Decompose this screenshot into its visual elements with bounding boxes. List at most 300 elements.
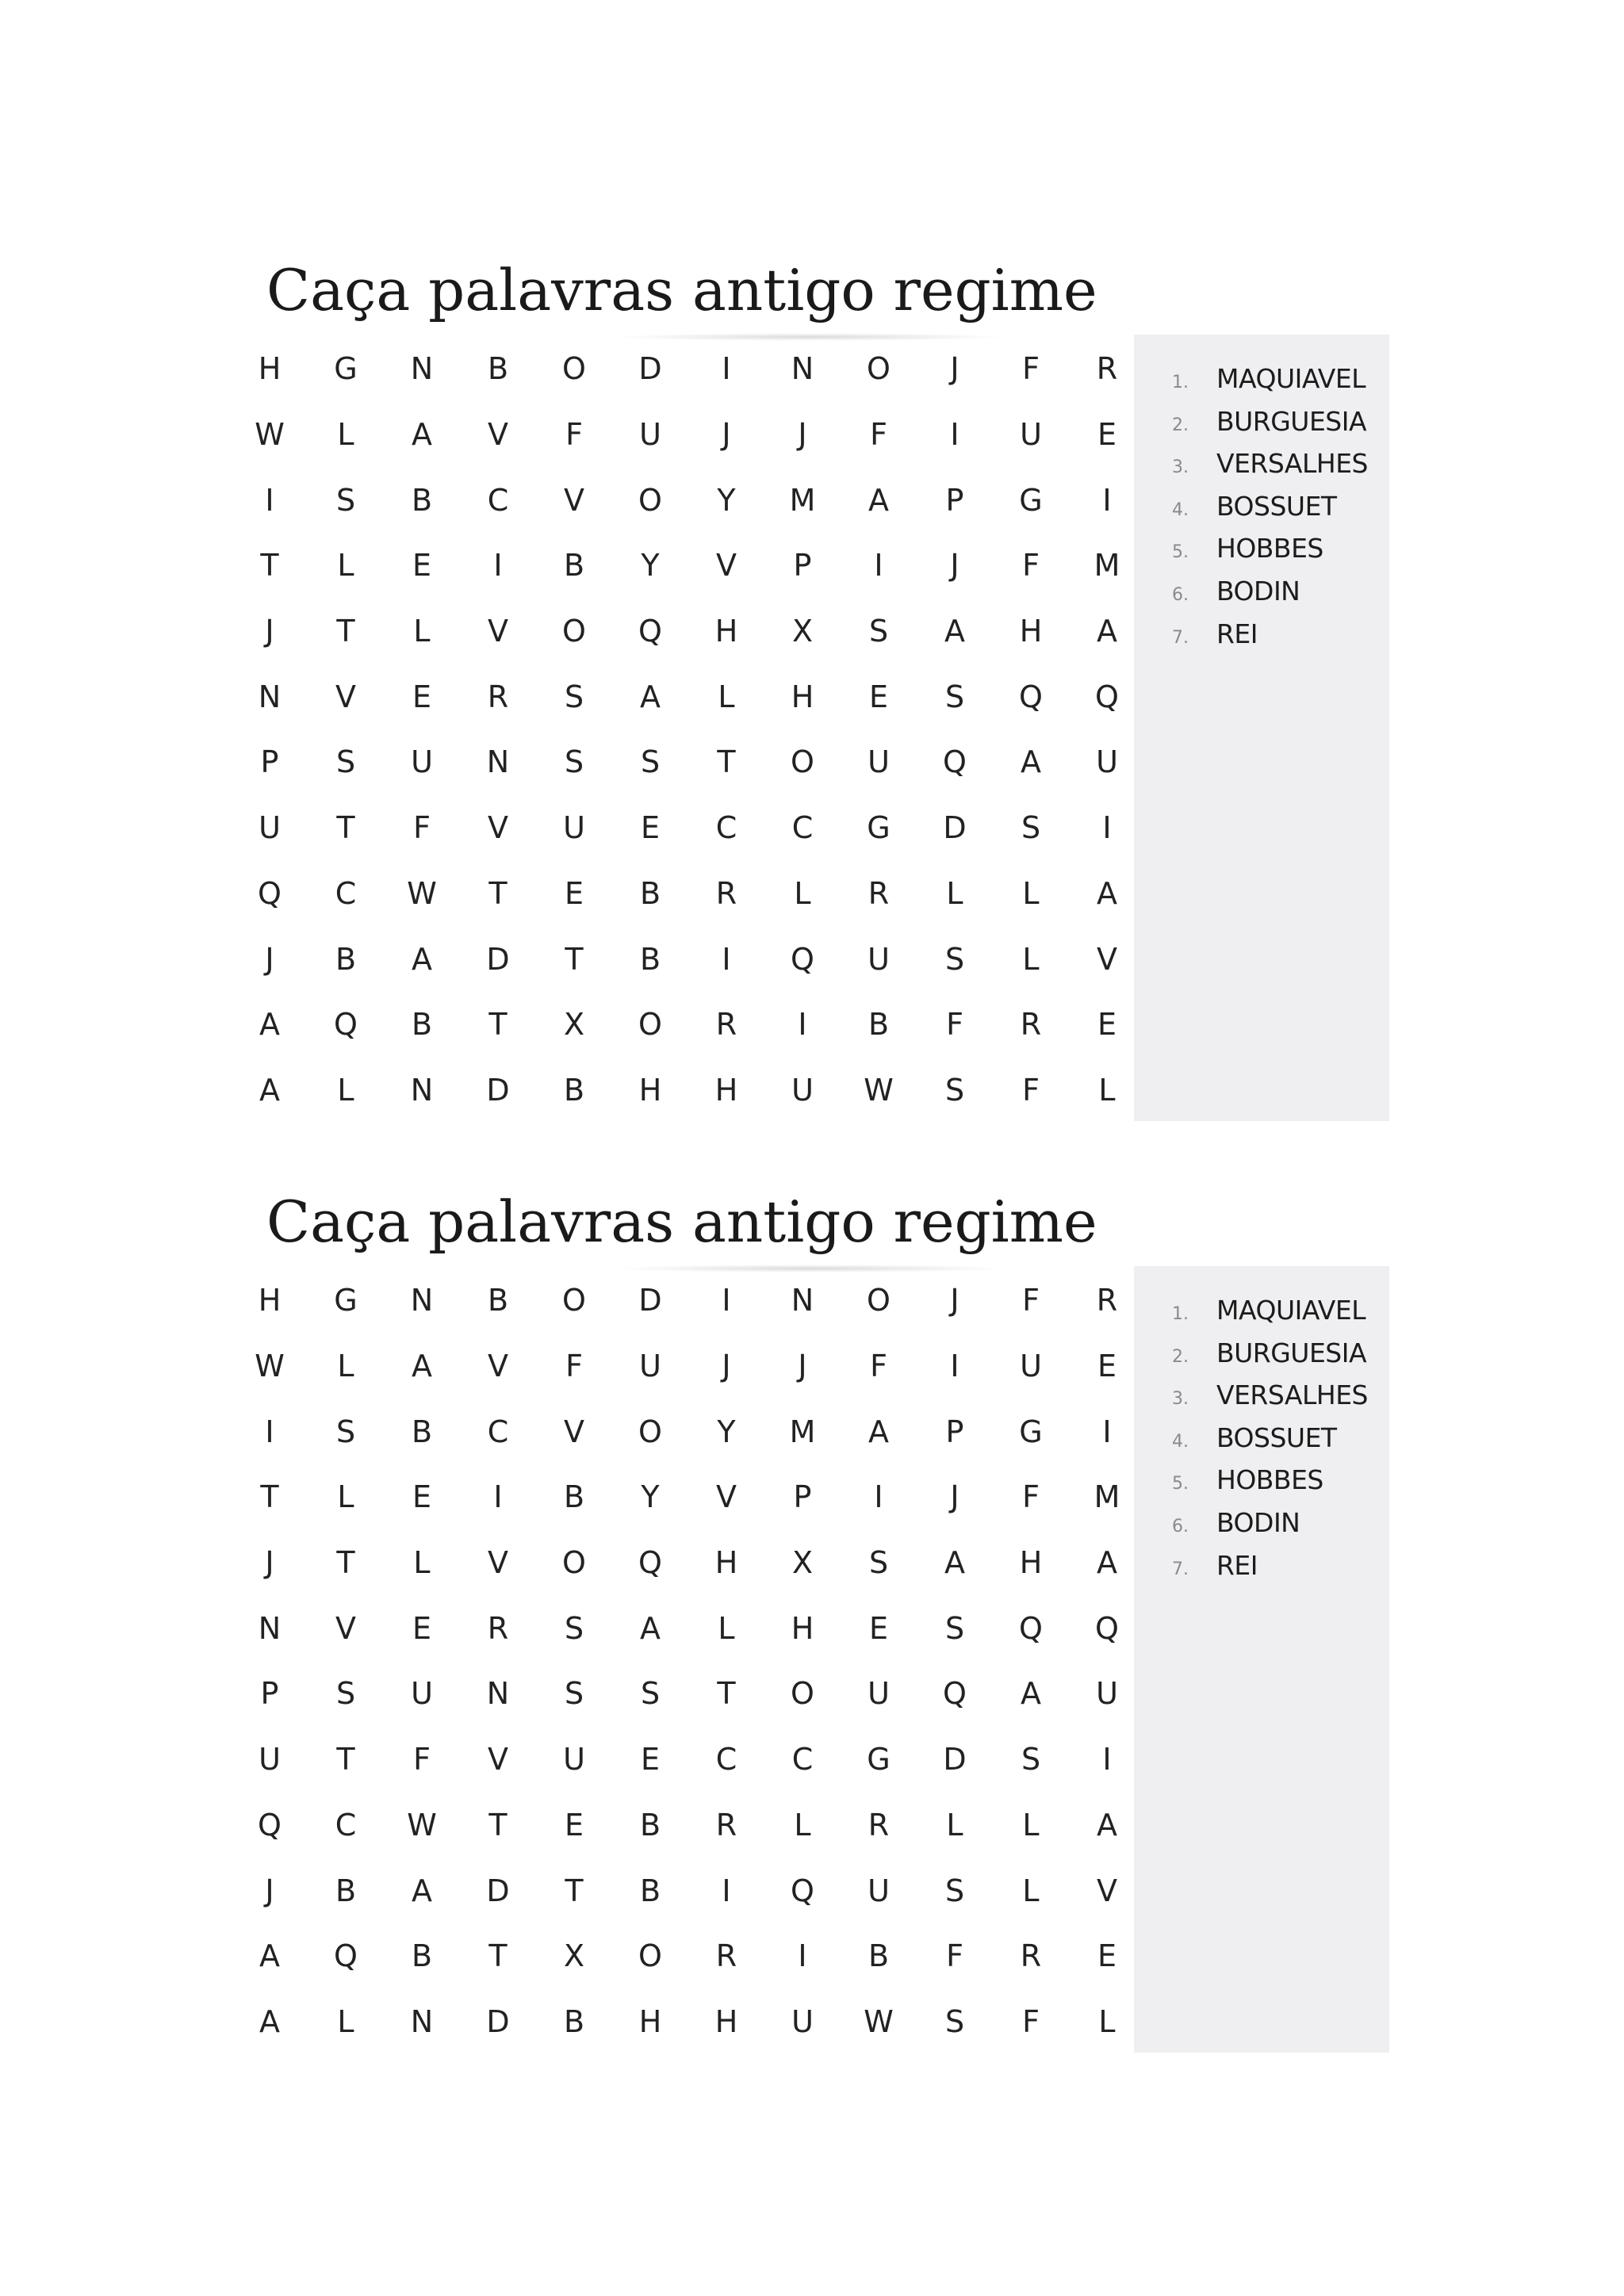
word-list xyxy=(1134,1266,1389,1592)
grid-letter: L xyxy=(718,1610,735,1646)
grid-letter: V xyxy=(1097,1873,1117,1908)
word-number: 6. xyxy=(1172,1516,1189,1536)
grid-letter: J xyxy=(722,1349,731,1384)
grid-letter: I xyxy=(722,351,731,387)
grid-letter: A xyxy=(868,482,889,518)
grid-letter: W xyxy=(864,2003,894,2039)
word-text: MAQUIAVEL xyxy=(1216,363,1366,394)
word-list-item xyxy=(1134,1295,1389,1337)
grid-letter: L xyxy=(337,1072,354,1108)
grid-letter: Q xyxy=(791,1873,814,1908)
grid-letter: E xyxy=(564,1807,584,1843)
grid-letter: Q xyxy=(943,1676,967,1712)
grid-letter: L xyxy=(1022,875,1040,911)
grid-letter: O xyxy=(562,351,586,387)
grid-letter: J xyxy=(265,1545,274,1581)
grid-letter: R xyxy=(868,1807,890,1843)
grid-letter: A xyxy=(1097,614,1117,649)
word-text: HOBBES xyxy=(1216,533,1323,564)
word-number: 2. xyxy=(1172,1346,1189,1367)
grid-letter: Q xyxy=(638,1545,662,1581)
grid-letter: I xyxy=(950,417,959,453)
grid-letter: I xyxy=(722,941,731,977)
grid-letter: B xyxy=(411,1938,433,1974)
grid-letter: T xyxy=(336,810,355,846)
grid-letter: L xyxy=(1098,2003,1116,2039)
word-list-item xyxy=(1134,491,1389,534)
grid-letter: V xyxy=(488,810,508,846)
grid-letter: S xyxy=(335,1414,356,1449)
grid-letter: D xyxy=(486,941,510,977)
grid-letter: V xyxy=(488,1545,508,1581)
grid-letter: J xyxy=(798,417,807,453)
grid-letter: L xyxy=(337,417,354,453)
grid-letter: Q xyxy=(791,941,814,977)
grid-letter: A xyxy=(412,1873,432,1908)
grid-letter: I xyxy=(265,482,274,518)
grid-letter: P xyxy=(260,744,279,780)
grid-letter: T xyxy=(488,1807,508,1843)
grid-letter: J xyxy=(798,1349,807,1384)
word-text: VERSALHES xyxy=(1216,1380,1368,1411)
grid-letter: S xyxy=(944,679,965,714)
grid-letter: L xyxy=(1022,1807,1040,1843)
grid-letter: B xyxy=(487,351,509,387)
grid-letter: N xyxy=(410,1072,434,1108)
grid-letter: S xyxy=(868,1545,889,1581)
grid-letter: A xyxy=(1097,875,1117,911)
grid-letter: T xyxy=(336,1742,355,1777)
grid-letter: I xyxy=(874,1479,883,1515)
grid-letter: D xyxy=(638,1283,662,1318)
grid-letter: A xyxy=(259,1938,280,1974)
grid-letter: O xyxy=(638,1938,662,1974)
word-number: 7. xyxy=(1172,1559,1189,1579)
grid-letter: G xyxy=(867,810,891,846)
word-number: 3. xyxy=(1172,1389,1189,1410)
grid-letter: J xyxy=(950,1479,959,1515)
grid-letter: V xyxy=(716,1479,737,1515)
grid-letter: Y xyxy=(641,1479,660,1515)
grid-letter: B xyxy=(868,1007,890,1043)
grid-letter: A xyxy=(1021,744,1041,780)
grid-letter: U xyxy=(791,2003,814,2039)
grid-letter: P xyxy=(793,1479,812,1515)
grid-letter: D xyxy=(486,1072,510,1108)
grid-letter: H xyxy=(258,351,282,387)
word-text: BURGUESIA xyxy=(1216,405,1367,437)
grid-letter: R xyxy=(1020,1938,1042,1974)
grid-letter: U xyxy=(411,744,433,780)
grid-letter: E xyxy=(1097,1349,1116,1384)
word-list-item xyxy=(1134,1380,1389,1422)
grid-letter: S xyxy=(640,1676,661,1712)
grid-letter: E xyxy=(412,679,431,714)
word-list-item xyxy=(1134,363,1389,406)
grid-letter: Q xyxy=(334,1007,358,1043)
grid-letter: R xyxy=(487,679,509,714)
grid-letter: F xyxy=(1022,1479,1040,1515)
grid-letter: U xyxy=(259,1742,281,1777)
grid-letter: R xyxy=(1096,351,1118,387)
grid-letter: C xyxy=(791,810,814,846)
grid-letter: U xyxy=(791,1072,814,1108)
grid-letter: H xyxy=(1019,614,1043,649)
word-number: 5. xyxy=(1172,1474,1189,1494)
grid-letter: L xyxy=(946,1807,963,1843)
grid-letter: C xyxy=(335,1807,357,1843)
word-text: REI xyxy=(1216,1549,1258,1581)
grid-letter: E xyxy=(868,1610,888,1646)
grid-letter: C xyxy=(715,1742,737,1777)
grid-letter: F xyxy=(1022,351,1040,387)
grid-letter: E xyxy=(1097,1007,1116,1043)
grid-letter: Q xyxy=(638,614,662,649)
grid-letter: C xyxy=(715,810,737,846)
grid-letter: L xyxy=(337,1349,354,1384)
grid-letter: T xyxy=(336,1545,355,1581)
grid-letter: L xyxy=(794,875,811,911)
letter-grid xyxy=(232,336,1120,1123)
grid-letter: C xyxy=(791,1742,814,1777)
grid-letter: H xyxy=(714,614,738,649)
grid-letter: O xyxy=(638,482,662,518)
grid-letter: I xyxy=(950,1349,959,1384)
grid-letter: D xyxy=(486,2003,510,2039)
grid-letter: I xyxy=(493,548,503,584)
grid-letter: J xyxy=(722,417,731,453)
grid-letter: I xyxy=(1102,1742,1112,1777)
grid-letter: S xyxy=(1021,810,1041,846)
grid-letter: O xyxy=(562,1545,586,1581)
grid-letter: M xyxy=(789,482,816,518)
grid-letter: W xyxy=(255,417,285,453)
grid-letter: W xyxy=(864,1072,894,1108)
grid-letter: R xyxy=(1096,1283,1118,1318)
grid-letter: B xyxy=(487,1283,509,1318)
grid-letter: A xyxy=(259,1072,280,1108)
grid-letter: A xyxy=(944,1545,965,1581)
grid-letter: B xyxy=(335,941,357,977)
grid-letter: R xyxy=(1020,1007,1042,1043)
word-list-panel xyxy=(1134,1266,1389,2053)
grid-letter: S xyxy=(564,1610,584,1646)
grid-letter: Y xyxy=(641,548,660,584)
grid-letter: S xyxy=(335,1676,356,1712)
grid-letter: I xyxy=(798,1938,807,1974)
grid-letter: B xyxy=(411,1414,433,1449)
grid-letter: U xyxy=(1020,417,1042,453)
word-text: BURGUESIA xyxy=(1216,1337,1367,1368)
grid-letter: I xyxy=(722,1283,731,1318)
grid-letter: T xyxy=(488,1938,508,1974)
grid-letter: R xyxy=(715,875,737,911)
grid-letter: F xyxy=(413,810,431,846)
word-search-puzzle xyxy=(232,1182,1397,2046)
grid-letter: E xyxy=(640,810,660,846)
grid-letter: R xyxy=(715,1007,737,1043)
word-text: REI xyxy=(1216,618,1258,649)
word-text: VERSALHES xyxy=(1216,448,1368,480)
grid-letter: C xyxy=(487,482,509,518)
grid-letter: F xyxy=(1022,2003,1040,2039)
grid-letter: U xyxy=(1096,744,1118,780)
grid-letter: T xyxy=(717,744,736,780)
grid-letter: J xyxy=(265,1873,274,1908)
grid-letter: B xyxy=(639,1873,661,1908)
grid-letter: J xyxy=(265,614,274,649)
grid-letter: S xyxy=(1021,1742,1041,1777)
grid-letter: T xyxy=(488,875,508,911)
grid-letter: U xyxy=(868,1676,890,1712)
word-search-puzzle xyxy=(232,251,1397,1115)
grid-letter: D xyxy=(486,1873,510,1908)
grid-letter: I xyxy=(1102,810,1112,846)
grid-letter: H xyxy=(791,1610,814,1646)
grid-letter: F xyxy=(946,1938,963,1974)
grid-letter: F xyxy=(1022,548,1040,584)
grid-letter: I xyxy=(265,1414,274,1449)
grid-letter: Q xyxy=(1019,1610,1043,1646)
grid-letter: T xyxy=(260,548,279,584)
word-number: 2. xyxy=(1172,415,1189,435)
grid-letter: H xyxy=(258,1283,282,1318)
grid-letter: S xyxy=(640,744,661,780)
grid-letter: S xyxy=(564,679,584,714)
grid-letter: A xyxy=(1021,1676,1041,1712)
grid-letter: E xyxy=(412,1479,431,1515)
grid-letter: L xyxy=(337,1479,354,1515)
grid-letter: V xyxy=(564,1414,584,1449)
grid-letter: B xyxy=(563,1479,585,1515)
grid-letter: U xyxy=(1020,1349,1042,1384)
grid-letter: M xyxy=(1094,548,1120,584)
word-list-item xyxy=(1134,1464,1389,1507)
word-number: 3. xyxy=(1172,457,1189,478)
grid-letter: S xyxy=(868,614,889,649)
grid-letter: A xyxy=(1097,1545,1117,1581)
grid-letter: O xyxy=(562,1283,586,1318)
word-list-item xyxy=(1134,576,1389,618)
grid-letter: I xyxy=(722,1873,731,1908)
grid-letter: H xyxy=(714,1545,738,1581)
grid-letter: Q xyxy=(1095,1610,1119,1646)
word-text: BODIN xyxy=(1216,1506,1300,1538)
grid-letter: B xyxy=(335,1873,357,1908)
grid-letter: A xyxy=(412,417,432,453)
word-list-item xyxy=(1134,448,1389,491)
grid-letter: B xyxy=(563,1072,585,1108)
grid-letter: L xyxy=(1098,1072,1116,1108)
word-list-item xyxy=(1134,533,1389,576)
grid-letter: I xyxy=(1102,1414,1112,1449)
grid-letter: E xyxy=(412,1610,431,1646)
grid-letter: T xyxy=(565,941,584,977)
grid-letter: G xyxy=(334,1283,358,1318)
word-list-item xyxy=(1134,1550,1389,1593)
grid-letter: H xyxy=(638,2003,662,2039)
grid-letter: G xyxy=(867,1742,891,1777)
grid-letter: N xyxy=(791,351,814,387)
grid-letter: G xyxy=(1019,1414,1043,1449)
grid-letter: I xyxy=(798,1007,807,1043)
grid-letter: G xyxy=(334,351,358,387)
grid-letter: F xyxy=(870,1349,887,1384)
grid-letter: O xyxy=(791,744,814,780)
grid-letter: N xyxy=(258,679,282,714)
grid-letter: C xyxy=(487,1414,509,1449)
grid-letter: W xyxy=(255,1349,285,1384)
grid-letter: H xyxy=(714,2003,738,2039)
grid-letter: D xyxy=(943,810,967,846)
grid-letter: A xyxy=(1097,1807,1117,1843)
word-number: 1. xyxy=(1172,373,1189,392)
grid-letter: L xyxy=(946,875,963,911)
grid-letter: U xyxy=(563,810,585,846)
grid-letter: F xyxy=(565,417,583,453)
grid-letter: L xyxy=(413,614,431,649)
grid-letter: W xyxy=(407,875,437,911)
grid-letter: I xyxy=(493,1479,503,1515)
grid-letter: V xyxy=(335,1610,356,1646)
grid-letter: S xyxy=(944,941,965,977)
grid-letter: S xyxy=(944,1072,965,1108)
grid-letter: S xyxy=(335,482,356,518)
word-number: 4. xyxy=(1172,1431,1189,1452)
grid-letter: J xyxy=(950,351,959,387)
word-number: 1. xyxy=(1172,1304,1189,1324)
grid-letter: L xyxy=(794,1807,811,1843)
grid-letter: N xyxy=(410,351,434,387)
grid-letter: C xyxy=(335,875,357,911)
word-text: BODIN xyxy=(1216,575,1300,607)
grid-letter: D xyxy=(638,351,662,387)
grid-letter: O xyxy=(562,614,586,649)
grid-letter: S xyxy=(944,1873,965,1908)
grid-letter: O xyxy=(638,1007,662,1043)
grid-letter: H xyxy=(1019,1545,1043,1581)
grid-letter: E xyxy=(1097,417,1116,453)
grid-letter: E xyxy=(564,875,584,911)
word-number: 6. xyxy=(1172,584,1189,605)
word-number: 5. xyxy=(1172,542,1189,563)
grid-letter: M xyxy=(1094,1479,1120,1515)
grid-letter: A xyxy=(259,2003,280,2039)
grid-letter: A xyxy=(944,614,965,649)
grid-letter: V xyxy=(716,548,737,584)
grid-letter: N xyxy=(486,1676,510,1712)
grid-letter: E xyxy=(868,679,888,714)
grid-letter: B xyxy=(563,548,585,584)
grid-letter: X xyxy=(791,1545,814,1581)
grid-letter: X xyxy=(563,1938,585,1974)
grid-letter: V xyxy=(1097,941,1117,977)
grid-letter: V xyxy=(564,482,584,518)
grid-letter: U xyxy=(868,941,890,977)
grid-letter: Q xyxy=(1019,679,1043,714)
grid-letter: V xyxy=(335,679,356,714)
grid-letter: X xyxy=(563,1007,585,1043)
grid-letter: H xyxy=(638,1072,662,1108)
puzzle-title: Caça palavras antigo regime xyxy=(266,257,1097,323)
grid-letter: J xyxy=(265,941,274,977)
grid-letter: Q xyxy=(943,744,967,780)
word-text: MAQUIAVEL xyxy=(1216,1295,1366,1326)
grid-letter: P xyxy=(793,548,812,584)
grid-letter: A xyxy=(640,1610,661,1646)
grid-letter: S xyxy=(564,744,584,780)
word-list-item xyxy=(1134,406,1389,449)
grid-letter: Q xyxy=(1095,679,1119,714)
grid-letter: P xyxy=(945,482,964,518)
grid-letter: S xyxy=(335,744,356,780)
grid-letter: S xyxy=(944,2003,965,2039)
grid-letter: R xyxy=(715,1807,737,1843)
grid-letter: B xyxy=(639,875,661,911)
grid-letter: F xyxy=(870,417,887,453)
grid-letter: W xyxy=(407,1807,437,1843)
word-number: 4. xyxy=(1172,499,1189,520)
grid-letter: F xyxy=(1022,1072,1040,1108)
grid-letter: R xyxy=(715,1938,737,1974)
word-number: 7. xyxy=(1172,627,1189,648)
grid-letter: U xyxy=(868,1873,890,1908)
grid-letter: B xyxy=(639,941,661,977)
grid-letter: E xyxy=(1097,1938,1116,1974)
grid-letter: A xyxy=(412,1349,432,1384)
grid-letter: M xyxy=(789,1414,816,1449)
word-list-item xyxy=(1134,1337,1389,1380)
grid-letter: I xyxy=(1102,482,1112,518)
grid-letter: O xyxy=(867,1283,891,1318)
grid-letter: L xyxy=(337,548,354,584)
grid-letter: L xyxy=(1022,1873,1040,1908)
grid-letter: B xyxy=(868,1938,890,1974)
grid-letter: B xyxy=(639,1807,661,1843)
word-list-item xyxy=(1134,1507,1389,1550)
grid-letter: U xyxy=(411,1676,433,1712)
word-list xyxy=(1134,335,1389,660)
word-list-item xyxy=(1134,1422,1389,1465)
grid-letter: T xyxy=(565,1873,584,1908)
grid-letter: A xyxy=(640,679,661,714)
grid-letter: Y xyxy=(717,1414,736,1449)
grid-letter: X xyxy=(791,614,814,649)
grid-letter: F xyxy=(565,1349,583,1384)
grid-letter: S xyxy=(564,1676,584,1712)
grid-letter: E xyxy=(412,548,431,584)
grid-letter: O xyxy=(867,351,891,387)
grid-letter: H xyxy=(791,679,814,714)
grid-letter: A xyxy=(259,1007,280,1043)
grid-letter: N xyxy=(486,744,510,780)
grid-letter: H xyxy=(714,1072,738,1108)
grid-letter: A xyxy=(868,1414,889,1449)
grid-letter: G xyxy=(1019,482,1043,518)
grid-letter: I xyxy=(874,548,883,584)
grid-letter: F xyxy=(413,1742,431,1777)
grid-letter: B xyxy=(411,482,433,518)
grid-letter: O xyxy=(638,1414,662,1449)
grid-letter: T xyxy=(717,1676,736,1712)
grid-letter: J xyxy=(950,548,959,584)
word-text: HOBBES xyxy=(1216,1464,1323,1496)
grid-letter: U xyxy=(868,744,890,780)
grid-letter: L xyxy=(337,2003,354,2039)
grid-letter: B xyxy=(411,1007,433,1043)
grid-letter: L xyxy=(413,1545,431,1581)
grid-letter: U xyxy=(1096,1676,1118,1712)
